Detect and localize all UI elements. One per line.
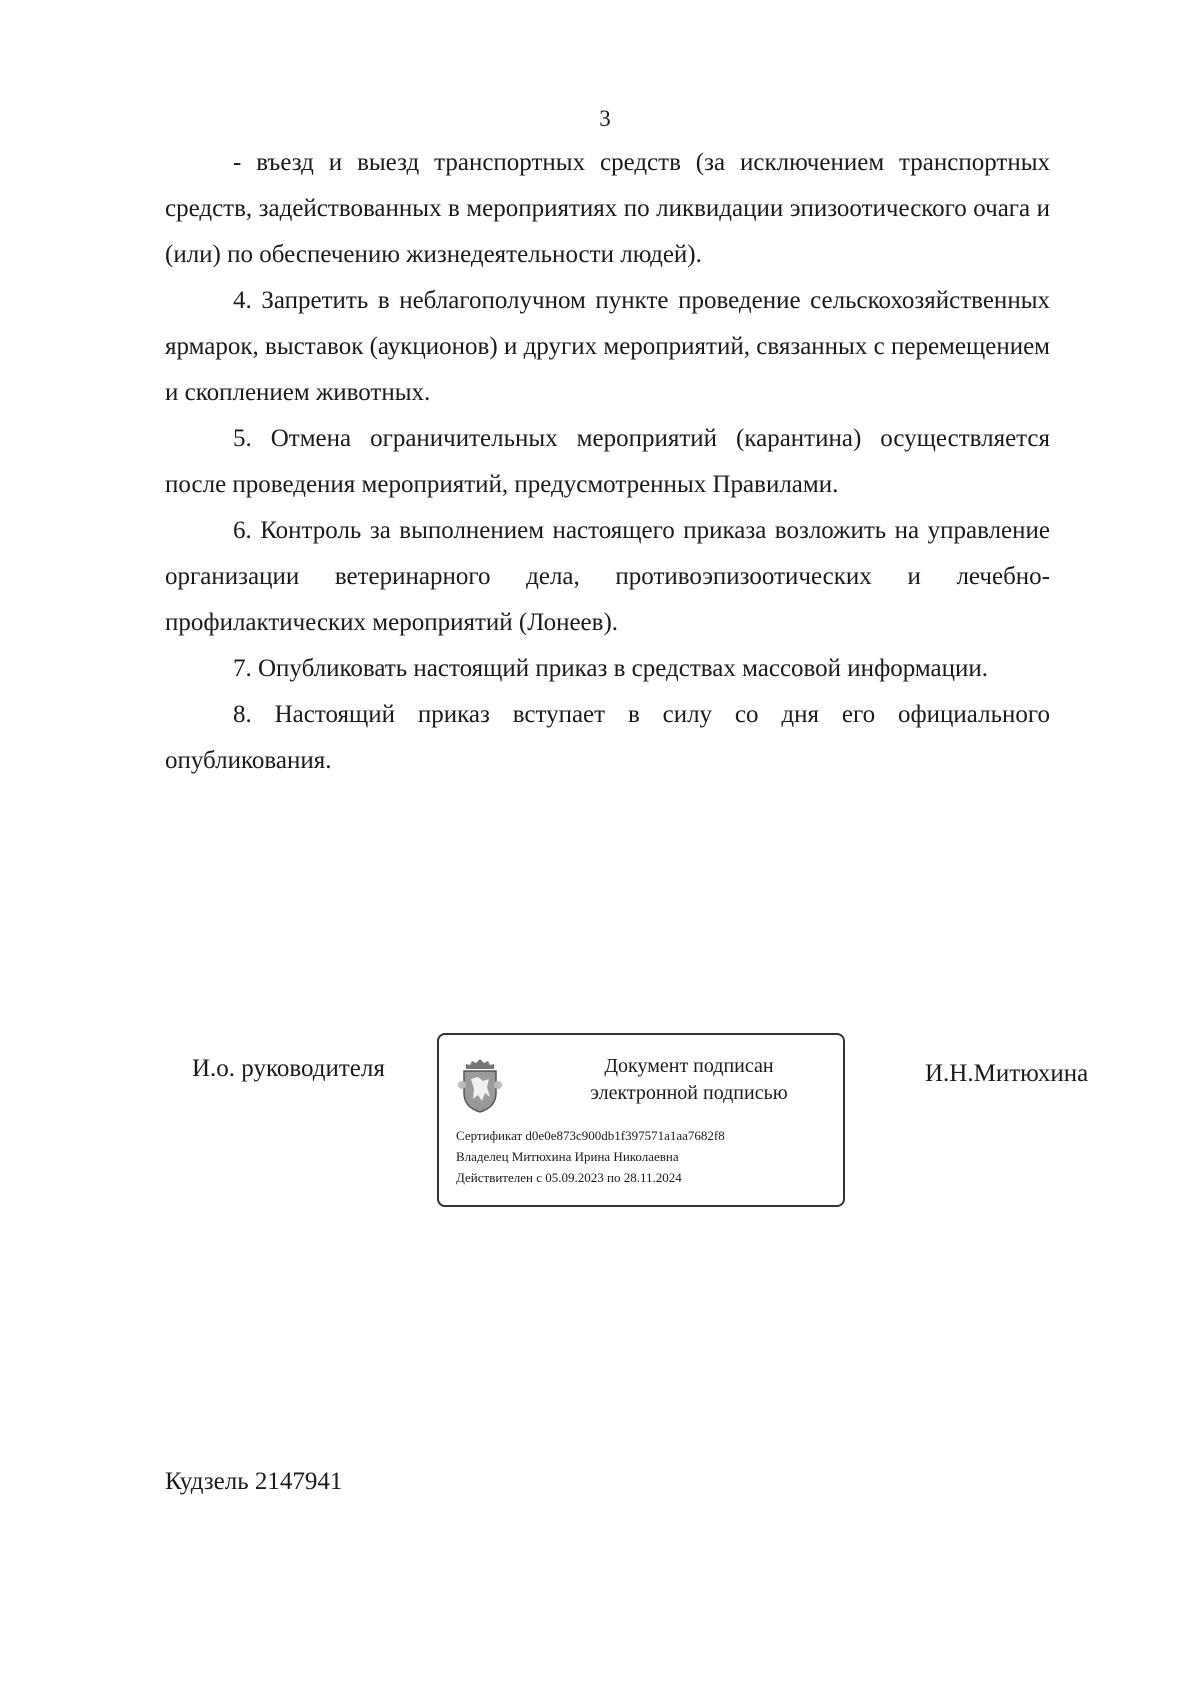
paragraph-item-5: 5. Отмена ограничительных мероприятий (карантина) осуществляется после проведения мероприятий, предусмотренных Правилами. xyxy=(165,425,1050,498)
coat-of-arms-icon xyxy=(456,1055,504,1115)
document-body xyxy=(165,140,1050,784)
paragraph-item-8: 8. Настоящий приказ вступает в силу со дня его официального опубликования. xyxy=(165,701,1050,774)
page-number: 3 xyxy=(599,106,611,131)
stamp-heading xyxy=(539,1053,839,1107)
paragraph-item-6: 6. Контроль за выполнением настоящего приказа возложить на управление организации ветеринарного дела, противоэпизоотических и лечебно-профилактических мероприятий (Лонеев). xyxy=(165,517,1050,636)
electronic-signature-stamp xyxy=(437,1033,845,1207)
stamp-certificate: Сертификат d0e0e873c900db1f397571a1aa7682f8 xyxy=(456,1128,725,1143)
stamp-heading-line1: Документ подписан xyxy=(604,1055,774,1077)
signer-title: И.о. руководителя xyxy=(192,1055,385,1082)
signer-name: И.Н.Митюхина xyxy=(925,1060,1089,1087)
stamp-validity: Действителен с 05.09.2023 по 28.11.2024 xyxy=(456,1170,682,1185)
paragraph-item-4: 4. Запретить в неблагополучном пункте проведение сельскохозяйственных ярмарок, выставок (аукционов) и других мероприятий, связанных с перемещением и скоплением животных. xyxy=(165,287,1050,406)
executor-info: Кудзель 2147941 xyxy=(165,1468,343,1495)
stamp-details xyxy=(456,1125,725,1188)
paragraph-item-7: 7. Опубликовать настоящий приказ в средствах массовой информации. xyxy=(233,655,989,682)
paragraph-vehicle-entry: - въезд и выезд транспортных средств (за исключением транспортных средств, задействованных в мероприятиях по ликвидации эпизоотического очага и (или) по обеспечению жизнедеятельности людей). xyxy=(165,149,1050,268)
stamp-owner: Владелец Митюхина Ирина Николаевна xyxy=(456,1149,679,1164)
stamp-heading-line2: электронной подписью xyxy=(590,1082,788,1104)
